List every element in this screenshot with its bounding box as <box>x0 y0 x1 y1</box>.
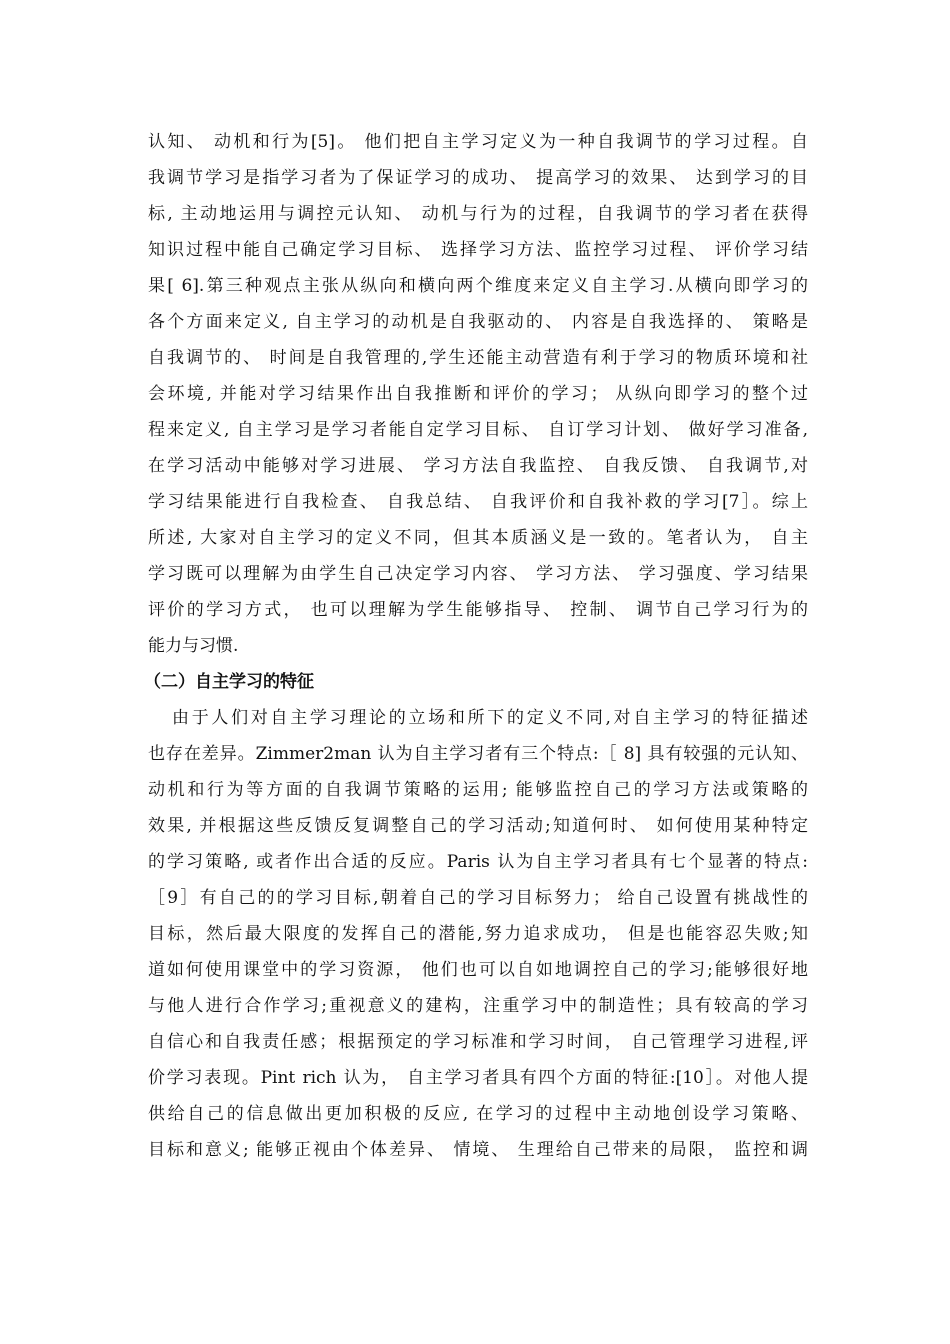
text-line: 供给自己的信息做出更加积极的反应, 在学习的过程中主动地创设学习策略、 <box>148 1104 808 1124</box>
text-line: 效果, 并根据这些反馈反复调整自己的学习活动;知道何时、 如何使用某种特定 <box>148 816 808 836</box>
text-line: 学习既可以理解为由学生自己决定学习内容、 学习方法、 学习强度、学习结果 <box>148 564 808 584</box>
body-text <box>144 124 808 1168</box>
text-line: 道如何使用课堂中的学习资源， 他们也可以自如地调控自己的学习;能够很好地 <box>148 960 808 980</box>
text-line: 知识过程中能自己确定学习目标、 选择学习方法、监控学习过程、 评价学习结 <box>148 240 808 260</box>
text-line: 学习结果能进行自我检查、 自我总结、 自我评价和自我补救的学习[7］。综上 <box>148 492 808 512</box>
text-line: 动机和行为等方面的自我调节策略的运用; 能够监控自己的学习方法或策略的 <box>148 780 808 800</box>
text-line: 标, 主动地运用与调控元认知、 动机与行为的过程，自我调节的学习者在获得 <box>148 204 808 224</box>
text-line: 在学习活动中能够对学习进展、 学习方法自我监控、 自我反馈、 自我调节,对 <box>148 456 808 476</box>
text-line: ［9］有自己的的学习目标,朝着自己的学习目标努力； 给自己设置有挑战性的 <box>148 888 808 908</box>
text-line: 会环境, 并能对学习结果作出自我推断和评价的学习； 从纵向即学习的整个过 <box>148 384 808 404</box>
text-line: 目标，然后最大限度的发挥自己的潜能,努力追求成功， 但是也能容忍失败;知 <box>148 924 808 944</box>
section2-paragraph <box>148 700 808 1168</box>
text-line: 目标和意义; 能够正视由个体差异、 情境、 生理给自己带来的局限， 监控和调 <box>148 1140 808 1160</box>
text-line: 自我调节的、 时间是自我管理的,学生还能主动营造有利于学习的物质环境和社 <box>148 348 808 368</box>
text-line: 由于人们对自主学习理论的立场和所下的定义不同,对自主学习的特征描述 <box>172 708 808 728</box>
text-line: 能力与习惯. <box>148 636 239 656</box>
text-line: 各个方面来定义, 自主学习的动机是自我驱动的、 内容是自我选择的、 策略是 <box>148 312 808 332</box>
text-line: 评价的学习方式， 也可以理解为学生能够指导、 控制、 调节自己学习行为的 <box>148 600 808 620</box>
text-line: 所述, 大家对自主学习的定义不同，但其本质涵义是一致的。笔者认为， 自主 <box>148 528 808 548</box>
text-line: 价学习表现。Pint rich 认为， 自主学习者具有四个方面的特征:[10］。对他人提 <box>148 1068 808 1088</box>
text-line: 认知、 动机和行为[5]。 他们把自主学习定义为一种自我调节的学习过程。自 <box>148 132 808 152</box>
text-line: 我调节学习是指学习者为了保证学习的成功、 提高学习的效果、 达到学习的目 <box>148 168 808 188</box>
text-line: 自信心和自我责任感；根据预定的学习标准和学习时间， 自己管理学习进程,评 <box>148 1032 808 1052</box>
text-line: 程来定义, 自主学习是学习者能自定学习目标、 自订学习计划、 做好学习准备, <box>148 420 808 440</box>
text-line: 的学习策略, 或者作出合适的反应。Paris 认为自主学习者具有七个显著的特点: <box>148 852 808 872</box>
section-heading: （二）自主学习的特征 <box>144 672 314 692</box>
text-line: 果[ 6].第三种观点主张从纵向和横向两个维度来定义自主学习.从横向即学习的 <box>148 276 808 296</box>
text-line: 与他人进行合作学习;重视意义的建构，注重学习中的制造性；具有较高的学习 <box>148 996 808 1016</box>
text-line: 也存在差异。Zimmer2man 认为自主学习者有三个特点:［ 8] 具有较强的元认知、 <box>148 744 808 764</box>
section1-paragraph <box>148 124 808 664</box>
